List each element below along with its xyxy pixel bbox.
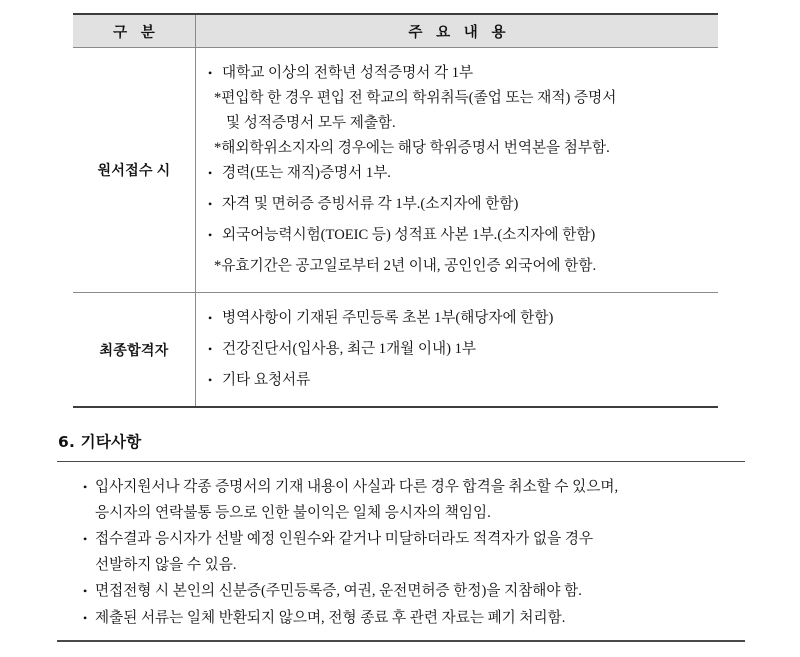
table-header — [73, 14, 718, 48]
detail-note-line: *해외학위소지자의 경우에는 해당 학위증명서 번역본을 첨부함. — [214, 140, 610, 156]
list-item — [83, 579, 745, 605]
list-item — [83, 475, 745, 526]
list-item-text: 접수결과 응시자가 선발 예정 인원수와 같거나 미달하더라도 적격자가 없을 경우 — [95, 531, 594, 547]
table-body — [73, 48, 718, 408]
detail-line: • 기타 요청서류 — [208, 368, 712, 393]
section-other-matters — [57, 430, 745, 642]
detail-line: • 대학교 이상의 전학년 성적증명서 각 1부 — [208, 61, 712, 86]
detail-line: • 건강진단서(입사용, 최근 1개월 이내) 1부 — [208, 337, 712, 362]
detail-note-line: *유효기간은 공고일로부터 2년 이내, 공인인증 외국어에 한함. — [214, 258, 597, 274]
list-item — [83, 527, 745, 578]
detail-line: • 병역사항이 기재된 주민등록 초본 1부(해당자에 한함) — [208, 306, 712, 331]
detail-note-continuation: 및 성적증명서 모두 제출함. — [226, 115, 396, 131]
list-item-text: 제출된 서류는 일체 반환되지 않으며, 전형 종료 후 관련 자료는 폐기 처리함. — [95, 609, 566, 626]
list-item — [83, 606, 745, 632]
detail-line: • 외국어능력시험(TOEIC 등) 성적표 사본 1부.(소지자에 한함) — [208, 223, 712, 248]
detail-note-line: *편입학 한 경우 편입 전 학교의 학위취득(졸업 또는 재적) 증명서 — [214, 90, 617, 106]
detail-line: • 경력(또는 재직)증명서 1부. — [208, 161, 712, 186]
list-item-continuation: 선발하지 않을 수 있음. — [95, 556, 237, 573]
section-bottom-rule — [57, 640, 745, 642]
required-documents-table — [73, 13, 718, 408]
table-row — [73, 293, 718, 408]
section-note-list — [57, 462, 745, 631]
detail-line: • 자격 및 면허증 증빙서류 각 1부.(소지자에 한함) — [208, 192, 712, 217]
section-title: 6. 기타사항 — [58, 433, 142, 451]
table-header-row — [73, 14, 718, 48]
column-header-category: 구 분 — [73, 14, 196, 48]
table-row — [73, 48, 718, 293]
row-details-application-submission — [196, 48, 719, 293]
list-item-continuation: 응시자의 연락불통 등으로 인한 불이익은 일체 응시자의 책임임. — [95, 504, 491, 521]
row-label-final-successful-candidate: 최종합격자 — [73, 293, 196, 408]
list-item-text: 입사지원서나 각종 증명서의 기재 내용이 사실과 다른 경우 합격을 취소할 수 있으며, — [95, 479, 619, 495]
column-header-details: 주 요 내 용 — [196, 14, 719, 48]
row-label-application-submission: 원서접수 시 — [73, 48, 196, 293]
row-details-final-successful-candidate — [196, 293, 719, 408]
list-item-text: 면접전형 시 본인의 신분증(주민등록증, 여권, 운전면허증 한정)을 지참해야 함. — [95, 583, 582, 599]
